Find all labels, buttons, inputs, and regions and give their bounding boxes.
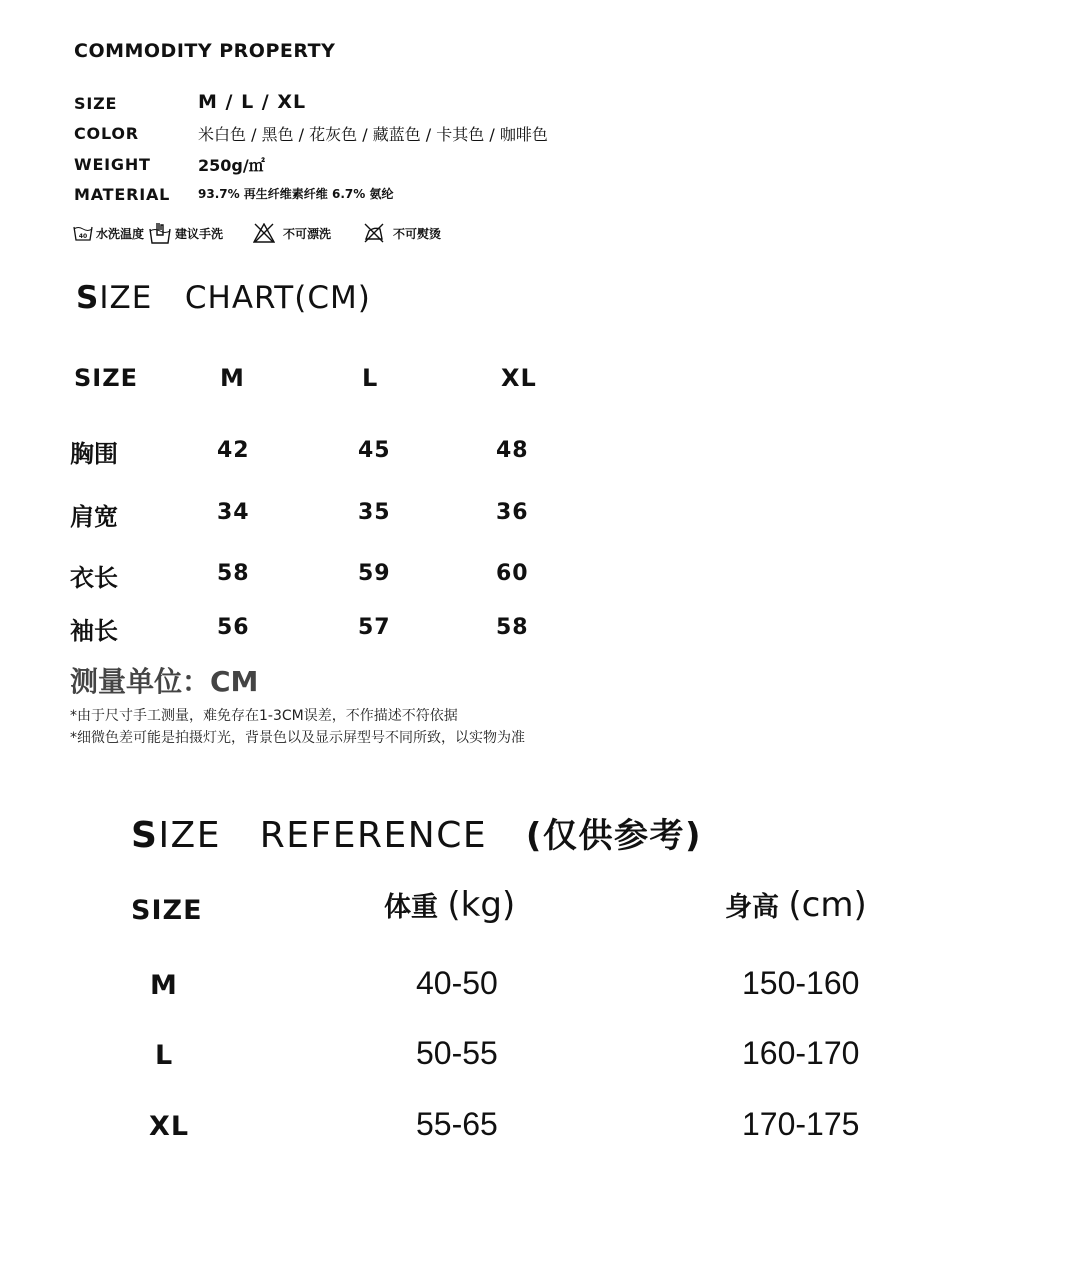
ref-weight-cell: 50-55 <box>416 1035 498 1071</box>
ref-header-size: SIZE <box>131 895 203 926</box>
ref-size-xl: XL <box>149 1111 190 1142</box>
care-label-wash-temp: 水洗温度 <box>96 226 145 241</box>
no-bleach-icon <box>253 223 275 243</box>
chart-cell: 36 <box>496 500 529 525</box>
chart-cell: 60 <box>496 561 529 586</box>
care-no-bleach <box>253 223 331 243</box>
ref-weight-cell: 40-50 <box>416 965 498 1001</box>
care-label-no-bleach: 不可漂洗 <box>283 226 332 241</box>
ref-height-cell: 150-160 <box>742 965 860 1001</box>
chart-cell: 56 <box>217 615 250 640</box>
chart-header-size: SIZE <box>74 364 139 392</box>
chart-cell: 48 <box>496 438 529 463</box>
property-value-size: M / L / XL <box>198 91 307 113</box>
hand-wash-icon <box>148 221 172 245</box>
care-wash-temp <box>73 224 144 242</box>
ref-header-weight: 体重 (kg) <box>384 885 516 925</box>
property-value-material: 93.7% 再生纤维素纤维 6.7% 氨纶 <box>198 187 394 201</box>
care-no-iron <box>363 223 441 243</box>
chart-cell: 58 <box>217 561 250 586</box>
chart-cell: 35 <box>358 500 391 525</box>
property-value-weight: 250g/㎡ <box>198 156 265 175</box>
size-chart-title: SIZE CHART(CM) <box>76 280 371 316</box>
size-reference-title: SIZE REFERENCE (仅供参考) <box>131 815 702 856</box>
chart-header-m: M <box>220 364 245 392</box>
chart-row-label-shoulder: 肩宽 <box>70 503 118 531</box>
chart-header-xl: XL <box>501 364 537 392</box>
ref-header-height: 身高 (cm) <box>725 885 867 925</box>
property-label-size: SIZE <box>74 94 118 113</box>
property-label-color: COLOR <box>74 124 139 143</box>
chart-cell: 42 <box>217 438 250 463</box>
property-label-weight: WEIGHT <box>74 155 151 174</box>
chart-cell: 58 <box>496 615 529 640</box>
ref-height-cell: 170-175 <box>742 1106 860 1142</box>
property-label-material: MATERIAL <box>74 185 171 204</box>
care-label-no-iron: 不可熨烫 <box>393 226 442 241</box>
chart-cell: 34 <box>217 500 250 525</box>
property-title: COMMODITY PROPERTY <box>74 40 336 62</box>
ref-size-l: L <box>155 1040 174 1071</box>
chart-cell: 45 <box>358 438 391 463</box>
measurement-unit: 测量单位：CM <box>70 665 259 698</box>
property-value-color: 米白色 / 黑色 / 花灰色 / 藏蓝色 / 卡其色 / 咖啡色 <box>198 125 548 144</box>
wash-40-icon <box>73 224 93 242</box>
ref-size-m: M <box>150 970 178 1001</box>
chart-row-label-length: 衣长 <box>70 564 118 592</box>
no-iron-icon <box>363 223 385 243</box>
chart-row-label-chest: 胸围 <box>70 440 118 468</box>
note-measurement-error: *由于尺寸手工测量，难免存在1-3CM误差，不作描述不符依据 <box>70 708 458 724</box>
care-label-hand-wash: 建议手洗 <box>175 226 224 241</box>
chart-cell: 57 <box>358 615 391 640</box>
ref-height-cell: 160-170 <box>742 1035 860 1071</box>
ref-weight-cell: 55-65 <box>416 1106 498 1142</box>
svg-text:40: 40 <box>78 233 88 240</box>
note-color-difference: *细微色差可能是拍摄灯光，背景色以及显示屏型号不同所致，以实物为准 <box>70 730 525 746</box>
chart-row-label-sleeve: 袖长 <box>70 617 118 645</box>
care-hand-wash <box>148 221 223 245</box>
chart-cell: 59 <box>358 561 391 586</box>
chart-header-l: L <box>362 364 379 392</box>
